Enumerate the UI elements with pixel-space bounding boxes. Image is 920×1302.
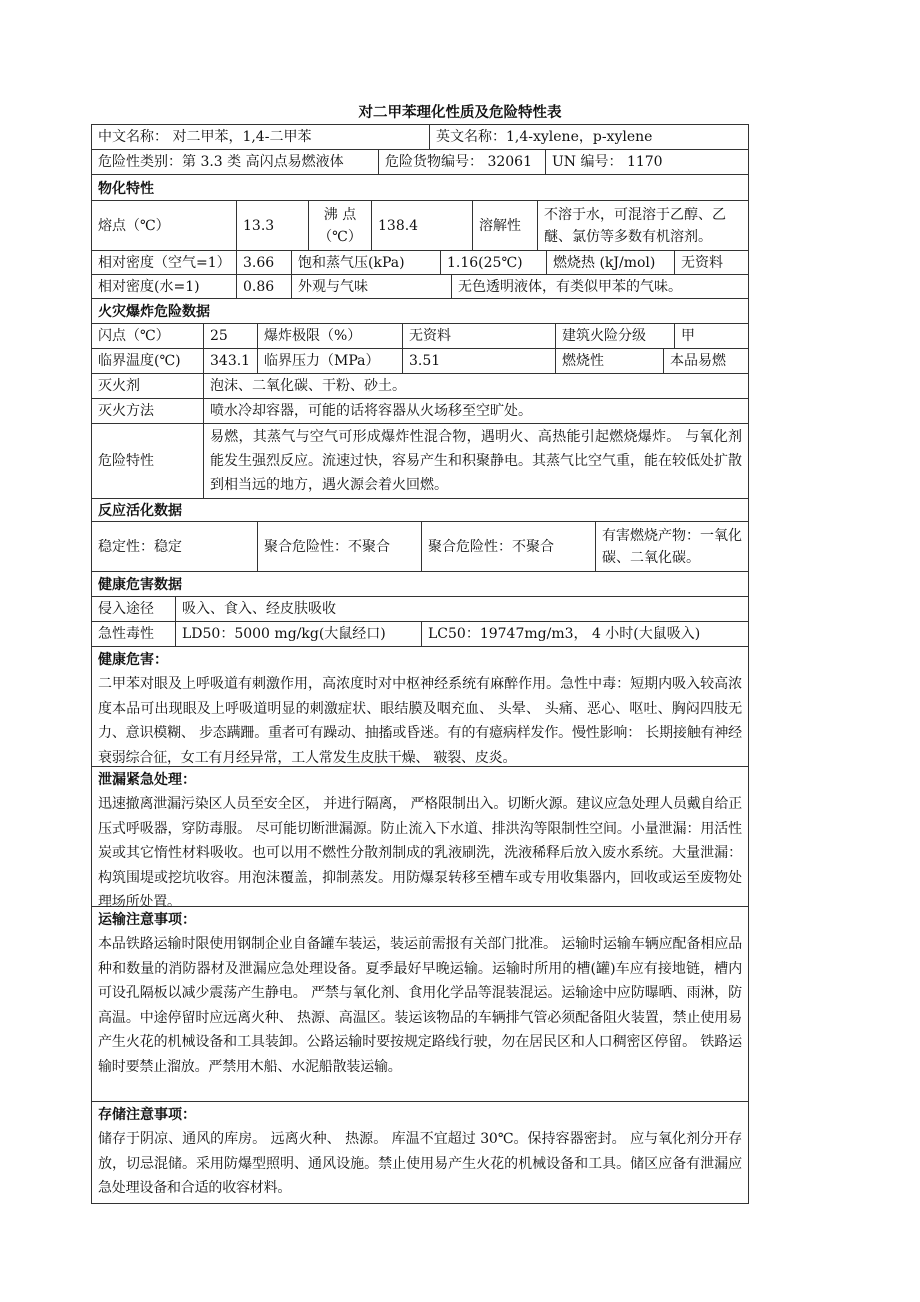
hazard-value: 易燃，其蒸气与空气可形成爆炸性混合物，遇明火、高热能引起燃烧爆炸。 与氧化剂能发生强烈反应。流速过快，容易产生和积聚静电。其蒸气比空气重，能在较低处扩散到相当远的地方，遇火源会着火回燃。 [203,424,748,498]
method-label: 灭火方法 [98,403,154,419]
leak-section [92,766,748,910]
fire-hazard-row [92,423,748,498]
route-label: 侵入途径 [98,601,154,617]
solubility-label: 溶解性 [472,201,537,250]
rel-density-air-value: 3.66 [236,251,291,274]
identity-row-1 [92,125,748,149]
en-name: 英文名称：1,4-xylene，p-xylene [429,125,748,149]
fire-method-row [92,398,748,423]
storage-section [92,1101,748,1203]
dg-number: 危险货物编号： 32061 [378,150,545,174]
route-row [92,596,748,621]
rel-density-water-value: 0.86 [236,275,291,298]
hazard-class: 危险性类别：第 3.3 类 高闪点易燃液体 [98,154,344,170]
toxicity-label: 急性毒性 [98,626,154,642]
solubility-value: 不溶于水，可混溶于乙醇、乙醚、氯仿等多数有机溶剂。 [537,201,748,250]
combustion-heat-value: 无资料 [674,251,748,274]
critical-pressure-label: 临界压力（MPa） [257,349,402,373]
section-text: 二甲苯对眼及上呼吸道有刺激作用，高浓度时对中枢神经系统有麻醉作用。急性中毒：短期内吸入较高浓度本品可出现眼及上呼吸道明显的刺激症状、眼结膜及咽充血、 头晕、 头痛、恶心、呕吐、胸闷四肢无力、意识模糊、 步态蹒跚。重者可有躁动、抽搐或昏迷。有的有癔病样发作。慢性影响： 长期接触有神经衰弱综合征，女工有月经异常，工人常发生皮肤干燥、 皲裂、皮炎。 [98,676,742,766]
appearance-label: 外观与气味 [291,275,451,298]
section-text: 储存于阴凉、通风的库房。 远离火种、 热源。 库温不宜超过 30℃。保持容器密封。 应与氧化剂分开存放，切忌混储。采用防爆型照明、通风设施。禁止使用易产生火花的机械设备和工具。储区应备有泄漏应急处理设备和合适的收容材料。 [98,1131,742,1196]
physchem-row-3 [92,274,748,298]
fire-row-1 [92,323,748,348]
health-header: 健康危害数据 [92,571,748,596]
combustion-heat-label: 燃烧热 (kJ/mol) [546,251,674,274]
physchem-row-1 [92,200,748,250]
combustion-products: 有害燃烧产物：一氧化碳、二氧化碳。 [595,522,748,571]
page-title: 对二甲苯理化性质及危险特性表 [358,105,562,121]
section-heading: 存储注意事项： [98,1107,196,1123]
health-hazard-section [92,646,748,766]
cn-name: 中文名称： 对二甲苯，1,4-二甲苯 [98,129,312,145]
lc50: LC50：19747mg/m3， 4 小时(大鼠吸入) [421,622,748,646]
vapor-pressure-label: 饱和蒸气压(kPa) [291,251,440,274]
fire-row-2 [92,348,748,373]
agent-label: 灭火剂 [98,378,140,394]
flammability-label: 燃烧性 [555,349,663,373]
physchem-header: 物化特性 [92,174,748,200]
flammability-value: 本品易燃 [663,349,748,373]
critical-temp-value: 343.1 [203,349,257,373]
identity-row-2 [92,149,748,174]
section-text: 本品铁路运输时限使用钢制企业自备罐车装运，装运前需报有关部门批准。 运输时运输车辆应配备相应品种和数量的消防器材及泄漏应急处理设备。夏季最好早晚运输。运输时所用的槽(罐)车应有接地链，槽内可设孔隔板以减少震荡产生静电。 严禁与氧化剂、食用化学品等混装混运。运输途中应防曝晒、雨淋，防高温。中途停留时应远离火种、 热源、高温区。装运该物品的车辆排气管必须配备阻火装置，禁止使用易产生火花的机械设备和工具装卸。公路运输时要按规定路线行驶，勿在居民区和人口稠密区停留。 铁路运输时要禁止溜放。严禁用木船、水泥船散装运输。 [98,936,742,1075]
polymerization-1: 聚合危险性：不聚合 [257,522,421,571]
critical-temp-label: 临界温度(℃) [98,353,181,369]
msds-table [91,124,749,1204]
boiling-value: 138.4 [371,201,472,250]
section-heading: 泄漏紧急处理： [98,772,196,788]
section-heading: 健康危害： [98,652,168,668]
building-label: 建筑火险分级 [555,324,674,348]
physchem-row-2 [92,250,748,274]
fire-agent-row [92,373,748,398]
toxicity-row [92,621,748,646]
polymerization-2: 聚合危险性：不聚合 [421,522,595,571]
flash-value: 25 [203,324,257,348]
vapor-pressure-value: 1.16(25℃) [440,251,546,274]
boiling-label: 沸 点（℃） [308,201,371,250]
ld50: LD50：5000 mg/kg(大鼠经口) [175,622,421,646]
section-text: 迅速撤离泄漏污染区人员至安全区， 并进行隔离， 严格限制出入。切断火源。建议应急处理人员戴自给正压式呼吸器，穿防毒服。 尽可能切断泄漏源。防止流入下水道、排洪沟等限制性空间。小量泄漏：用活性炭或其它惰性材料吸收。也可以用不燃性分散剂制成的乳液刷洗，洗液稀释后放入废水系统。大量泄漏： 构筑围堤或挖坑收容。用泡沫覆盖，抑制蒸发。用防爆泵转移至槽车或专用收集器内，回收或运至废物处理场所处置。 [98,796,742,910]
explosive-value: 无资料 [402,324,555,348]
stability: 稳定性：稳定 [98,538,182,555]
section-heading: 运输注意事项： [98,912,196,928]
route-value: 吸入、食入、经皮肤吸收 [175,597,748,621]
appearance-value: 无色透明液体，有类似甲苯的气味。 [451,275,748,298]
method-value: 喷水冷却容器，可能的话将容器从火场移至空旷处。 [203,399,748,423]
agent-value: 泡沫、二氧化碳、干粉、砂土。 [203,374,748,398]
explosive-label: 爆炸极限（%） [257,324,402,348]
rel-density-water-label: 相对密度(水=1) [98,278,200,295]
reactivity-header: 反应活化数据 [92,498,748,521]
transport-section [92,906,748,1101]
hazard-label: 危险特性 [98,453,154,469]
melting-value: 13.3 [236,201,308,250]
building-value: 甲 [674,324,748,348]
melting-label: 熔点（℃） [98,217,170,234]
reactivity-row [92,521,748,571]
rel-density-air-label: 相对密度（空气=1） [98,254,231,271]
flash-label: 闪点（℃） [98,328,170,344]
critical-pressure-value: 3.51 [402,349,555,373]
fire-header: 火灾爆炸危险数据 [92,298,748,323]
un-number: UN 编号： 1170 [545,150,748,174]
